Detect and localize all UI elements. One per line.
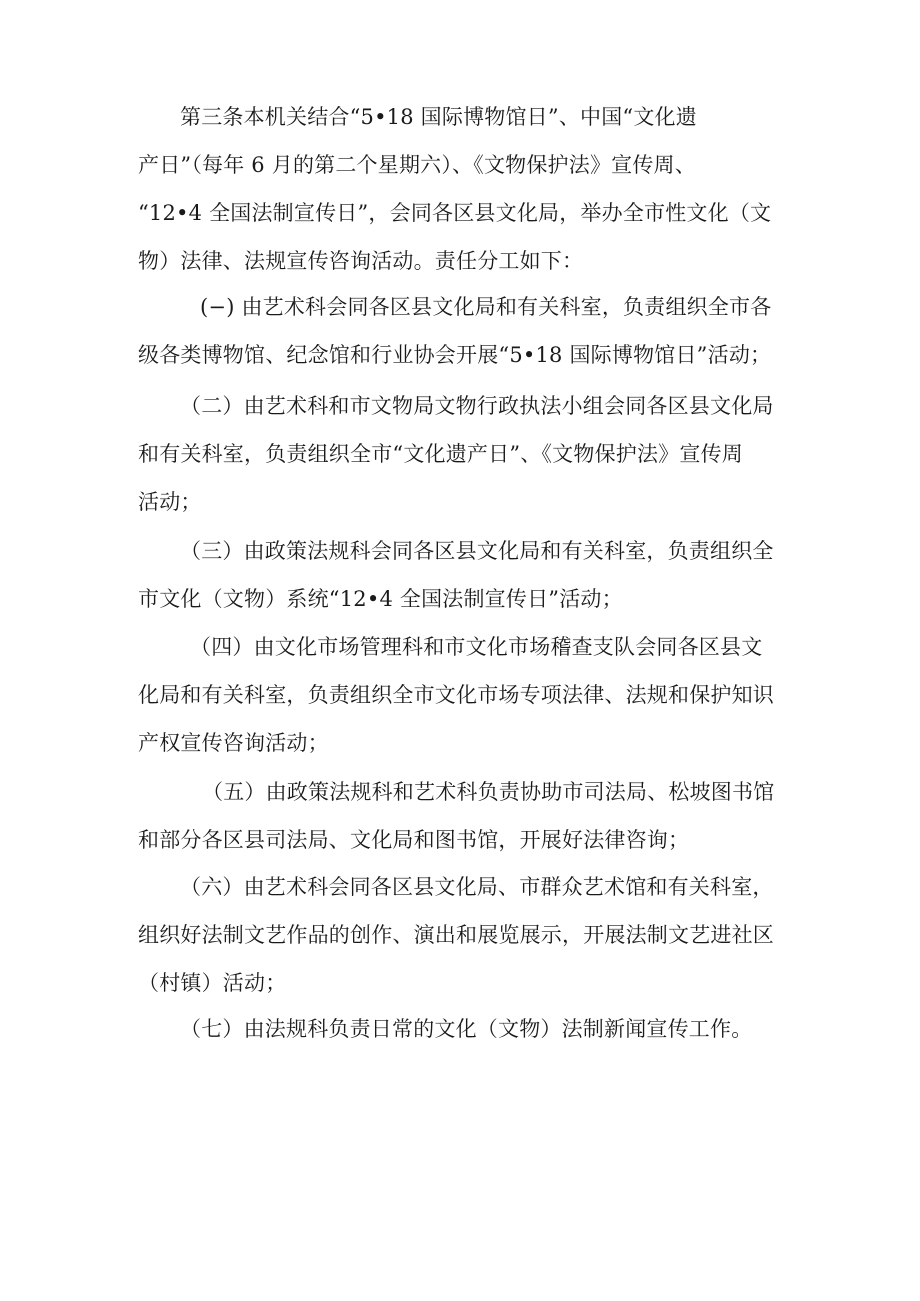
paragraph-line: （二）由艺术科和市文物局文物行政执法小组会同各区县文化局: [180, 394, 774, 418]
paragraph-line: 级各类博物馆、纪念馆和行业协会开展“5•18 国际博物馆日”活动；: [138, 343, 772, 367]
paragraph-line: 和部分各区县司法局、文化局和图书馆，开展好法律咨询；: [138, 828, 690, 852]
paragraph-line: （五）由政策法规科和艺术科负责协助市司法局、松坡图书馆: [202, 780, 775, 804]
paragraph-line: （六）由艺术科会同各区县文化局、市群众艺术馆和有关科室，: [180, 875, 774, 899]
item-3-paragraph: [138, 527, 784, 623]
paragraph-line: （四）由文化市场管理科和市文化市场稽查支队会同各区县文: [190, 635, 763, 659]
item-5-paragraph: [138, 768, 784, 864]
paragraph-line: (−) 由艺术科会同各区县文化局和有关科室，负责组织全市各: [200, 295, 772, 319]
paragraph-line: “12•4 全国法制宣传日”，会同各区县文化局，举办全市性文化（文: [138, 201, 772, 225]
paragraph-line: 物）法律、法规宣传咨询活动。责任分工如下：: [138, 249, 584, 273]
paragraph-line: （村镇）活动；: [138, 971, 287, 995]
paragraph-line: 产日”（每年 6 月的第二个星期六）、《文物保护法》宣传周、: [138, 153, 696, 177]
article-3-paragraph: [138, 93, 784, 285]
paragraph-line: 产权宣传咨询活动；: [138, 731, 329, 755]
paragraph-line: 组织好法制文艺作品的创作、演出和展览展示，开展法制文艺进社区: [138, 923, 774, 947]
item-2-paragraph: [138, 382, 784, 526]
paragraph-line: （七）由法规科负责日常的文化（文物）法制新闻宣传工作。: [180, 1017, 753, 1041]
paragraph-line: （三）由政策法规科会同各区县文化局和有关科室，负责组织全: [180, 539, 774, 563]
item-7-paragraph: [138, 1005, 784, 1053]
paragraph-line: 第三条本机关结合“5•18 国际博物馆日”、中国“文化遗: [180, 105, 697, 129]
item-1-paragraph: [138, 283, 784, 379]
paragraph-line: 和有关科室，负责组织全市“文化遗产日”、《文物保护法》宣传周: [138, 442, 743, 466]
item-4-paragraph: [138, 623, 784, 767]
paragraph-line: 活动；: [138, 490, 202, 514]
paragraph-line: 化局和有关科室，负责组织全市文化市场专项法律、法规和保护知识: [138, 683, 774, 707]
paragraph-line: 市文化（文物）系统“12•4 全国法制宣传日”活动；: [138, 587, 623, 611]
item-6-paragraph: [138, 863, 784, 1007]
